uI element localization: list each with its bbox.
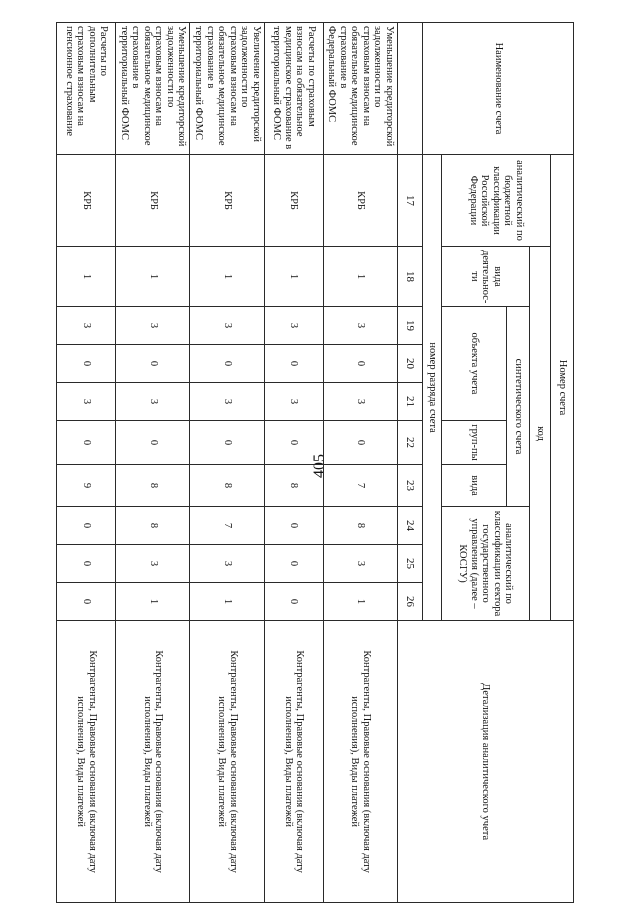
col-number: 17 [398,155,423,247]
cell-24: 8 [323,507,397,545]
cell-21: 3 [190,383,264,421]
cell-24: 7 [190,507,264,545]
table-row [57,23,116,903]
cell-abk: КРБ [264,155,323,247]
col-number: 18 [398,247,423,307]
cell-vid: 1 [323,247,397,307]
page-number: 405 [311,454,328,478]
cell-abk: КРБ [190,155,264,247]
header-grp: груп-пы [442,421,507,465]
cell-25: 0 [57,545,116,583]
cell-abk: КРБ [323,155,397,247]
cell-22: 0 [264,421,323,465]
accounts-table [56,22,574,903]
cell-24: 8 [116,507,190,545]
header-blank [398,23,423,155]
row-detail: Контрагенты, Правовые основания (включая дату исполнения), Виды платежей [116,621,190,903]
cell-vid: 1 [190,247,264,307]
col-number: 25 [398,545,423,583]
cell-24: 0 [57,507,116,545]
cell-abk: КРБ [116,155,190,247]
header-sint: синтетического счета [507,307,530,507]
header-kosgu: аналитический по классификации сектора государственного управления (далее – КОСГУ) [442,507,530,621]
cell-21: 3 [323,383,397,421]
cell-22: 0 [116,421,190,465]
cell-vid: 1 [264,247,323,307]
cell-19: 3 [116,307,190,345]
cell-20: 0 [323,345,397,383]
cell-25: 3 [116,545,190,583]
header-number: Номер счета [551,155,574,621]
cell-21: 3 [57,383,116,421]
cell-23: 8 [116,465,190,507]
col-number: 24 [398,507,423,545]
header-detail: Детализация аналитического учета [398,621,574,903]
row-name: Увеличение кредиторской задолженности по страховым взносам на обязательное медицинское страхование в территориальный ФОМС [190,23,264,155]
cell-26: 1 [323,583,397,621]
col-number: 21 [398,383,423,421]
rotated-table-wrapper [63,22,574,902]
row-detail: Контрагенты, Правовые основания (включая дату исполнения), Виды платежей [323,621,397,903]
cell-26: 1 [116,583,190,621]
header-vid-deyat: вида деятельнос-ти [442,247,530,307]
cell-23: 8 [264,465,323,507]
col-number: 22 [398,421,423,465]
col-number: 23 [398,465,423,507]
row-detail: Контрагенты, Правовые основания (включая дату исполнения), Виды платежей [57,621,116,903]
cell-22: 0 [323,421,397,465]
cell-25: 3 [323,545,397,583]
row-name: Уменьшение кредиторской задолженности по страховым взносам на обязательное медицинское страхование в Федеральный ФОМС [323,23,397,155]
cell-24: 0 [264,507,323,545]
header-vida: вида [442,465,507,507]
row-detail: Контрагенты, Правовые основания (включая дату исполнения), Виды платежей [264,621,323,903]
header-name: Наименование счета [423,23,574,155]
header-kod: код [530,247,551,621]
cell-vid: 1 [57,247,116,307]
cell-26: 0 [264,583,323,621]
row-name: Расчеты по страховым взносам на обязательное медицинское страхование в территориальный ФОМС [264,23,323,155]
table-row [116,23,190,903]
cell-23: 9 [57,465,116,507]
header-abk: аналитический по бюджетной классификации Российской Федерации [442,155,551,247]
row-name: Уменьшение кредиторской задолженности по страховым взносам на обязательное медицинское страхование в территориальный ФОМС [116,23,190,155]
cell-19: 3 [190,307,264,345]
cell-21: 3 [116,383,190,421]
cell-abk: КРБ [57,155,116,247]
cell-22: 0 [190,421,264,465]
cell-vid: 1 [116,247,190,307]
cell-21: 3 [264,383,323,421]
row-name: Расчеты по дополнительным страховым взносам на пенсионное страхование [57,23,116,155]
row-detail: Контрагенты, Правовые основания (включая дату исполнения), Виды платежей [190,621,264,903]
cell-19: 3 [57,307,116,345]
table-row [264,23,323,903]
cell-19: 3 [264,307,323,345]
cell-20: 0 [264,345,323,383]
cell-25: 0 [264,545,323,583]
cell-25: 3 [190,545,264,583]
header-razryad: номер разряда счета [423,155,442,621]
header-obj: объекта учета [442,307,507,421]
table-row [323,23,397,903]
cell-20: 0 [57,345,116,383]
cell-19: 3 [323,307,397,345]
col-number: 19 [398,307,423,345]
cell-20: 0 [190,345,264,383]
cell-23: 8 [190,465,264,507]
col-number: 20 [398,345,423,383]
cell-22: 0 [57,421,116,465]
col-number: 26 [398,583,423,621]
cell-20: 0 [116,345,190,383]
table-row [190,23,264,903]
cell-23: 7 [323,465,397,507]
cell-26: 0 [57,583,116,621]
cell-26: 1 [190,583,264,621]
